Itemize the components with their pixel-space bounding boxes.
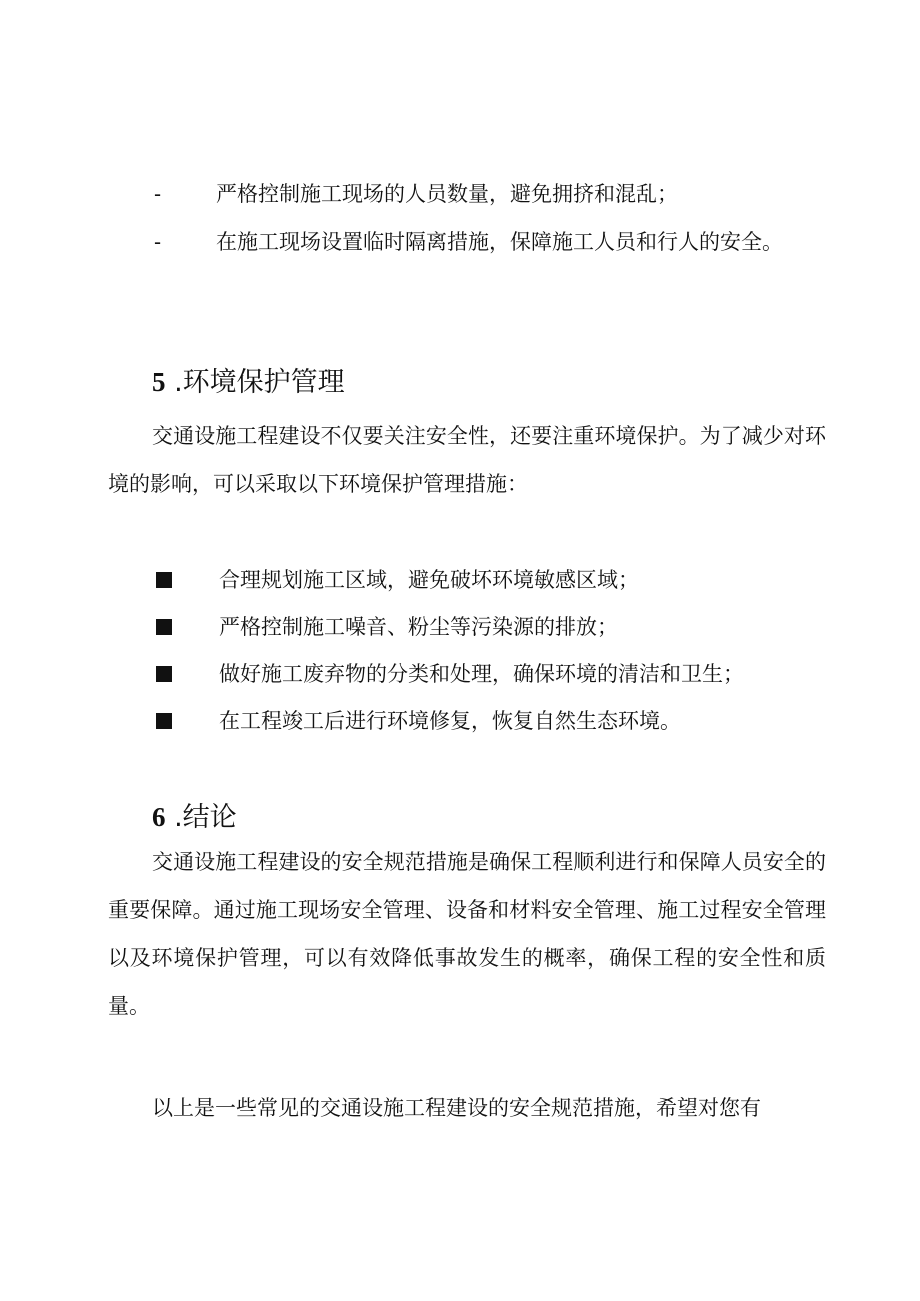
- section-title: .环境保护管理: [174, 367, 345, 398]
- list-item: [108, 170, 828, 218]
- closing-paragraph: 以上是一些常见的交通设施工程建设的安全规范措施，希望对您有: [152, 1096, 761, 1120]
- list-item-text: 做好施工废弃物的分类和处理，确保环境的清洁和卫生；: [219, 662, 744, 686]
- list-item-text: 合理规划施工区域，避免破坏环境敏感区域；: [219, 568, 639, 592]
- section-number: 6: [152, 802, 166, 832]
- square-bullet-icon: [156, 666, 172, 682]
- section-number: 5: [152, 367, 166, 397]
- square-bullet-icon: [156, 572, 172, 588]
- section-intro: 交通设施工程建设不仅要关注安全性，还要注重环境保护。为了减少对环境的影响，可以采取以下环境保护管理措施：: [108, 424, 826, 496]
- section-body: 交通设施工程建设的安全规范措施是确保工程顺利进行和保障人员安全的重要保障。通过施工现场安全管理、设备和材料安全管理、施工过程安全管理以及环境保护管理，可以有效降低事故发生的概率，确保工程的安全性和质量。: [108, 850, 826, 1018]
- list-item-text: 在施工现场设置临时隔离措施，保障施工人员和行人的安全。: [216, 230, 783, 254]
- list-item-text: 严格控制施工噪音、粉尘等污染源的排放；: [219, 615, 618, 639]
- list-item-text: 在工程竣工后进行环境修复，恢复自然生态环境。: [219, 709, 681, 733]
- list-item-text: 严格控制施工现场的人员数量，避免拥挤和混乱；: [216, 182, 678, 206]
- square-bullet-icon: [156, 619, 172, 635]
- section-title: .结论: [174, 802, 237, 833]
- dash-marker: -: [154, 230, 162, 254]
- dash-marker: -: [154, 182, 162, 206]
- square-bullet-icon: [156, 713, 172, 729]
- list-item: [108, 218, 828, 266]
- section-heading: [152, 364, 345, 401]
- section-heading: [152, 799, 237, 836]
